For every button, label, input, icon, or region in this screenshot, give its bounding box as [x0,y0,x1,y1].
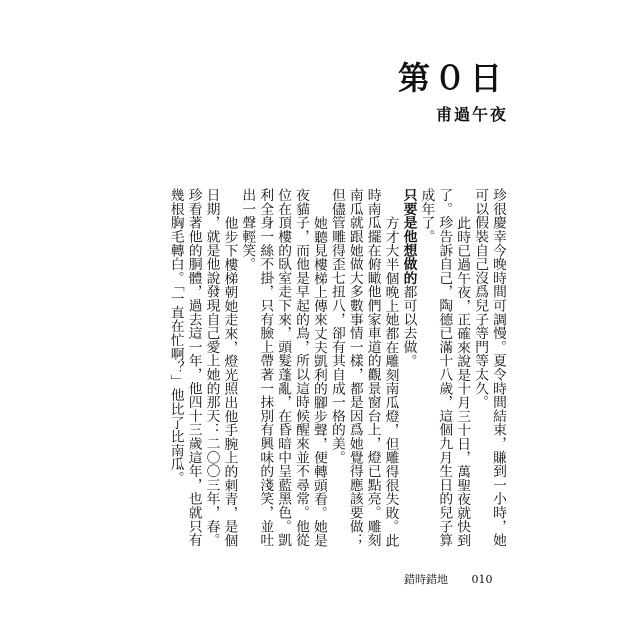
page-footer [404,574,493,585]
paragraph [399,188,417,560]
paragraph [237,188,327,560]
paragraph [166,188,238,560]
body-text [112,188,506,560]
chapter-subtitle: 甫過午夜 [435,105,508,124]
paragraph-text: 此時已過午夜，正確來說是十月三十日，萬聖夜就快到了。珍告訴自己，陶德已滿十八歲，這個九月生日的兒子算成年了。 [418,188,471,547]
paragraph-text: 方才大半個晚上她都在雕刻南瓜燈，但雕得很失敗。此時南瓜擺在俯瞰他們家車道的觀景窗台上，燈已點亮。雕刻南瓜就跟她做大多數事情一樣，都是因爲她覺得應該要做；但儘管雕得歪七扭八，卻有其自成一格的美。 [328,188,399,547]
chapter-title: 第０日 [397,59,506,97]
paragraph [327,188,399,560]
emphasis-text: 只要是他想做的 [400,188,417,285]
paragraph [416,188,470,560]
paragraph-text: 她聽見樓梯上傳來丈夫凱利的腳步聲，便轉頭看。她是夜貓子，而他是早起的鳥，所以這時候醒來並不尋常。他從位在頂樓的臥室走下來，頭髮蓬亂，在昏暗中呈藍黑色。凱利全身一絲不掛，只有臉上帶著一抹別有興味的淺笑，並吐出一聲輕笑。 [239,188,327,547]
paragraph-text: 珍很慶幸今晚時間可調慢。夏令時間結束，賺到一小時，她可以假裝自己沒爲兒子等門等太久。 [472,188,506,547]
paragraph [470,188,506,560]
paragraph-text: 都可以去做。 [400,284,417,368]
paragraph-text: 他步下樓梯朝她走來，燈光照出他手腕上的刺青，是個日期，就是他說發現自己愛上她的那天：二〇〇三年，春。珍看著他的胴體，過去這一年，他四十三歲這年，也就只有幾根胸毛轉白。「一直在忙啊？」他比了比南瓜。 [167,188,238,547]
page-number: 010 [471,573,493,586]
running-title: 錯時錯地 [404,573,448,586]
